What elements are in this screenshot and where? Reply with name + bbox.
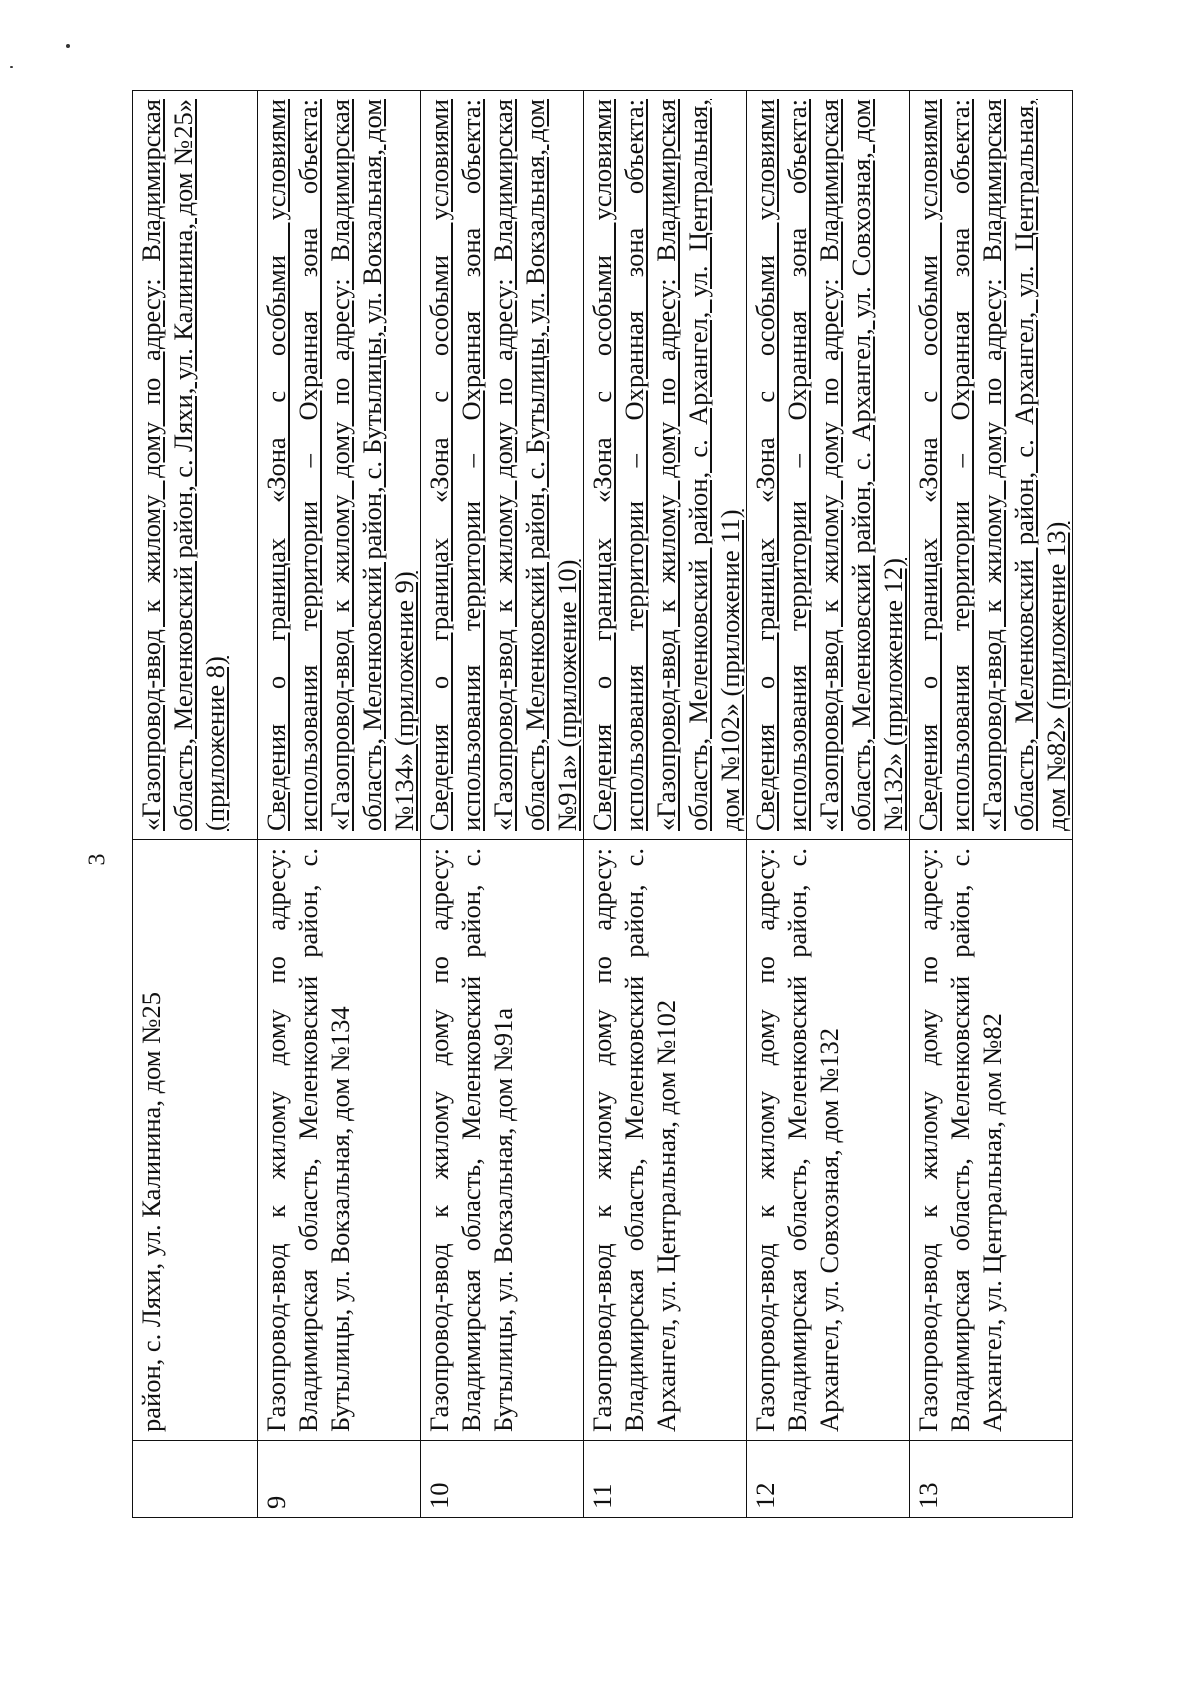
row-number-cell: 13 — [910, 1441, 1073, 1518]
rotated-page-content — [132, 90, 1071, 1518]
zone-info-cell — [910, 91, 1073, 840]
zone-info-text: «Газопровод-ввод к жилому дому по адресу: Владимирская область, Меленковский район, с. Ляхи, ул. Калинина, дом №25» (приложение 8) — [136, 99, 230, 831]
zone-info-cell — [747, 91, 910, 840]
object-name-cell: Газопровод-ввод к жилому дому по адресу: Владимирская область, Меленковский район, с. Бутылицы, ул. Вокзальная, дом №91а — [421, 840, 584, 1441]
table-row — [421, 91, 584, 1518]
scan-speck — [66, 44, 70, 48]
zone-info-cell — [421, 91, 584, 840]
object-name-cell: Газопровод-ввод к жилому дому по адресу: Владимирская область, Меленковский район, с. Архангел, ул. Совхозная, дом №132 — [747, 840, 910, 1441]
zone-info-text: Сведения о границах «Зона с особыми условиями использования территории – Охранная зона объекта: «Газопровод-ввод к жилому дому по адресу: Владимирская область, Меленковский район, с. Архангел, ул. Центральная, дом №102» (приложение 11) — [587, 99, 745, 831]
table-row — [910, 91, 1073, 1518]
zone-info-text: Сведения о границах «Зона с особыми условиями использования территории – Охранная зона объекта: «Газопровод-ввод к жилому дому по адресу: Владимирская область, Меленковский район, с. Архангел, ул. Совхозная, дом №132» (приложение 12) — [750, 99, 908, 831]
row-number-cell: 10 — [421, 1441, 584, 1518]
row-number-cell: 11 — [584, 1441, 747, 1518]
zone-info-cell — [258, 91, 421, 840]
objects-table — [132, 90, 1073, 1518]
zone-info-cell — [584, 91, 747, 840]
zone-info-text: Сведения о границах «Зона с особыми условиями использования территории – Охранная зона объекта: «Газопровод-ввод к жилому дому по адресу: Владимирская область, Меленковский район, с. Архангел, ул. Центральная, дом №82» (приложение 13) — [913, 99, 1071, 831]
table-row — [258, 91, 421, 1518]
object-name-cell: Газопровод-ввод к жилому дому по адресу: Владимирская область, Меленковский район, с. Бутылицы, ул. Вокзальная, дом №134 — [258, 840, 421, 1441]
zone-info-text: Сведения о границах «Зона с особыми условиями использования территории – Охранная зона объекта: «Газопровод-ввод к жилому дому по адресу: Владимирская область, Меленковский район, с. Бутылицы, ул. Вокзальная, дом №91а» (приложение 10) — [424, 99, 582, 831]
table-row — [747, 91, 910, 1518]
row-number-cell — [133, 1441, 258, 1518]
table-row — [584, 91, 747, 1518]
row-number-cell: 12 — [747, 1441, 910, 1518]
zone-info-cell — [133, 91, 258, 840]
table-row — [133, 91, 258, 1518]
object-name-cell: Газопровод-ввод к жилому дому по адресу: Владимирская область, Меленковский район, с. Архангел, ул. Центральная, дом №82 — [910, 840, 1073, 1441]
object-name-cell: район, с. Ляхи, ул. Калинина, дом №25 — [133, 840, 258, 1441]
page-number: 3 — [84, 853, 111, 866]
zone-info-text: Сведения о границах «Зона с особыми условиями использования территории – Охранная зона объекта: «Газопровод-ввод к жилому дому по адресу: Владимирская область, Меленковский район, с. Бутылицы, ул. Вокзальная, дом №134» (приложение 9) — [261, 99, 419, 831]
row-number-cell: 9 — [258, 1441, 421, 1518]
scan-speck — [10, 66, 13, 68]
object-name-cell: Газопровод-ввод к жилому дому по адресу: Владимирская область, Меленковский район, с. Архангел, ул. Центральная, дом №102 — [584, 840, 747, 1441]
